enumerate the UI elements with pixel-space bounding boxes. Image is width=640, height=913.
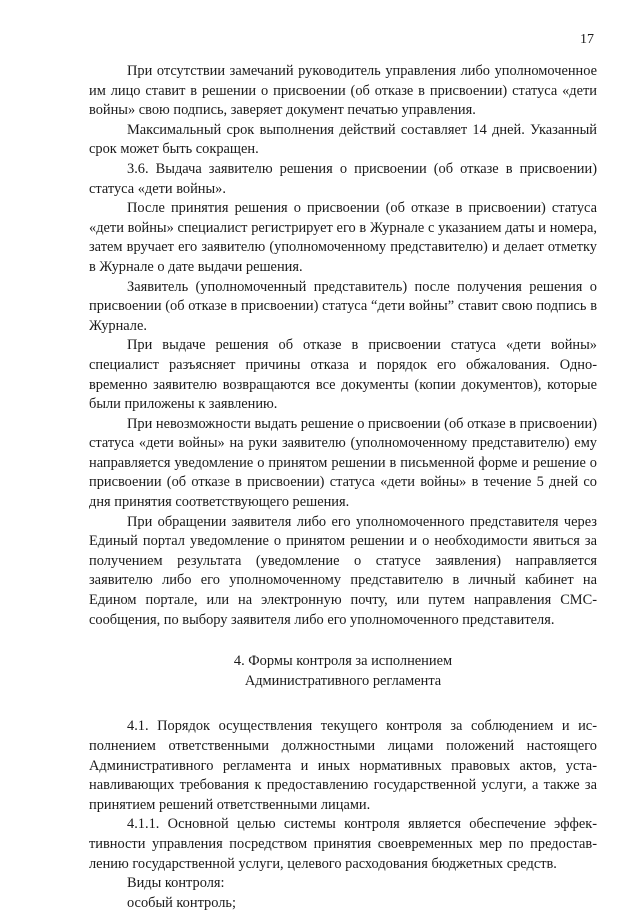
paragraph-applicant-signature: Заявитель (уполномоченный представитель) после получения решения о присвоении (об отказе в присвоении) статуса “дети войны” ставит свою подпись в Журнале.	[89, 278, 597, 334]
paragraph-portal-notice: При обращении заявителя либо его уполномоченного представителя через Единый портал уведомление о принятом решении и о необходимости явиться за получением результата (уведомление о статусе заявления) направляется заявителю либо его уполномоченному представителю в личный кабинет на Едином портале, или на электронную почту, или путем направления СМС-сообщения, по выбору заявителя либо его уполномоченного представителя.	[89, 513, 597, 628]
paragraph-section-3-6: 3.6. Выдача заявителю решения о присвоении (об отказе в присвоении) статуса «дети войны».	[89, 160, 597, 197]
paragraph-section-4-1: 4.1. Порядок осуществления текущего контроля за соблюдением и исполнением ответственными должностными лицами положений настоящего Административного регламента и иных нормативных правовых актов, устанавливающих требования к предоставлению государственной услуги, а также за принятием решений ответственными лицами.	[89, 718, 597, 813]
paragraph-max-term: Максимальный срок выполнения действий составляет 14 дней. Указанный срок может быть сокращен.	[89, 121, 597, 158]
section-heading-line-2: Административного регламента	[244, 672, 442, 689]
paragraph-special-control: особый контроль;	[127, 894, 236, 911]
section-heading	[89, 652, 597, 691]
page-number: 17	[580, 32, 594, 47]
paragraph-registration: После принятия решения о присвоении (об отказе в присвоении) статуса «дети войны» специалист регистрирует его в Журнале с указанием даты и номера, затем вручает его заявителю (уполномоченному представителю) и делает отметку в Журнале о дате выдачи решения.	[89, 200, 597, 275]
paragraph-written-notice: При невозможности выдать решение о присвоении (об отказе в присвоении) статуса «дети войны» на руки заявителю (уполномоченному представителю) ему направляется уведомление о принятом решении в письменной форме и решение о присвоении (об отказе в присвоении) статуса «дети войны» в течение 5 дней со дня принятия соответствующего решения.	[89, 415, 597, 511]
section-heading-line-1: 4. Формы контроля за исполнением	[233, 653, 453, 670]
paragraph-refusal-explanation: При выдаче решения об отказе в присвоении статуса «дети войны» специалист разъясняет причины отказа и порядок его обжалования. Одновременно заявителю возвращаются все документы (копии документов), которые были приложены к заявлению.	[89, 337, 597, 413]
document-body	[89, 62, 597, 913]
paragraph-control-types: Виды контроля:	[127, 875, 225, 892]
paragraph-approval-signature: При отсутствии замечаний руководитель управления либо уполномоченное им лицо ставит в решении о присвоении (об отказе в присвоении) статуса «дети войны» свою подпись, заверяет документ печатью управления.	[89, 63, 597, 119]
paragraph-section-4-1-1: 4.1.1. Основной целью системы контроля является обеспечение эффективности управления посредством принятия своевременных мер по предоставлению государственной услуги, целевого расходования бюджетных средств.	[89, 816, 597, 872]
